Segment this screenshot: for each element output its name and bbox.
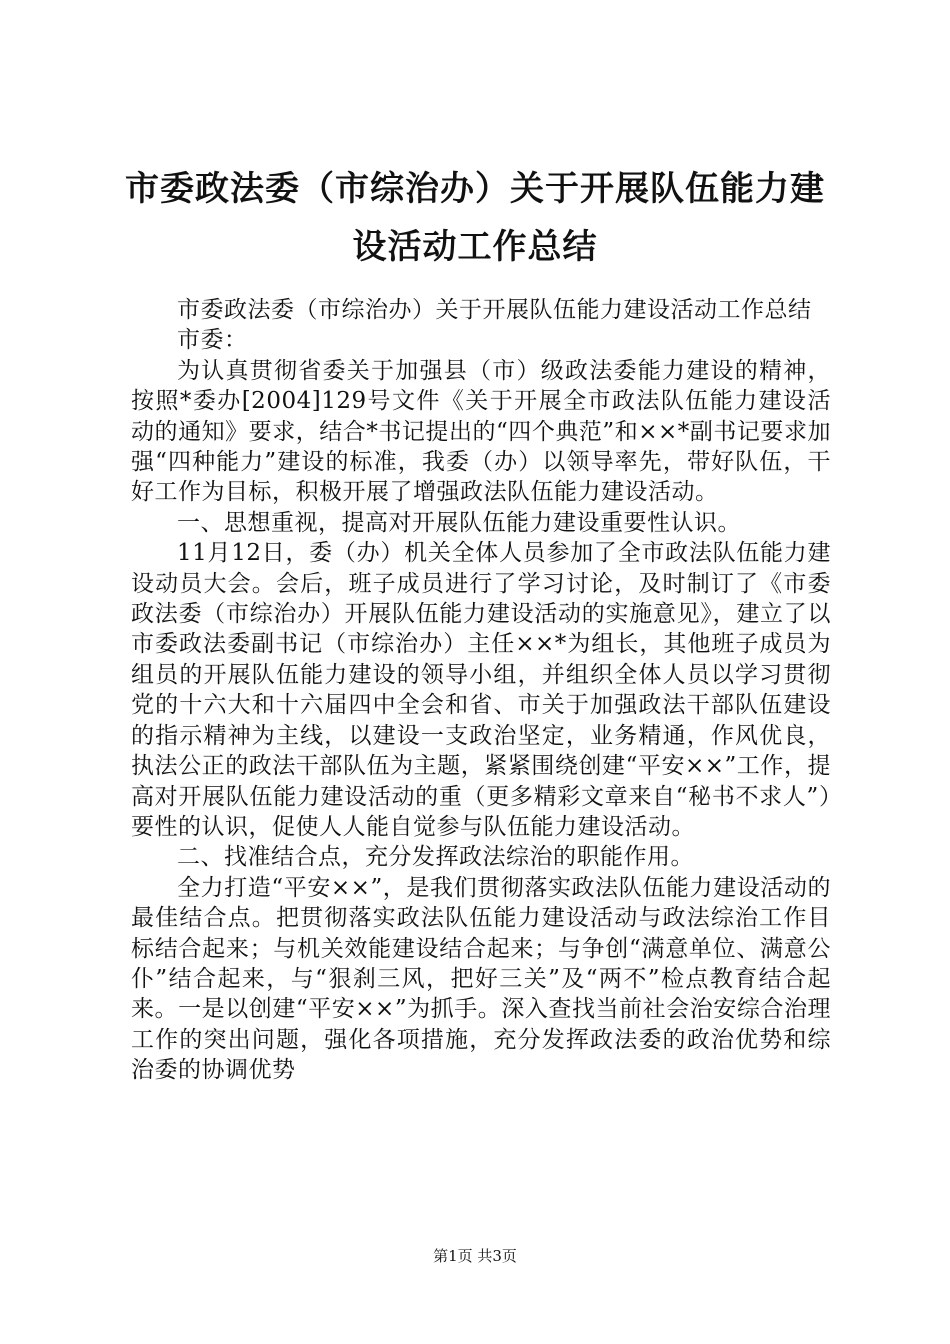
document-title: 市委政法委（市综治办）关于开展队伍能力建设活动工作总结 [125, 169, 825, 267]
section-heading-2: 二、找准结合点，充分发挥政法综治的职能作用。 [177, 844, 694, 871]
paragraph-intro: 为认真贯彻省委关于加强县（市）级政法委能力建设的精神，按照*委办[2004]129号文件《关于开展全市政法队伍能力建设活动的通知》要求，结合*书记提出的“四个典范”和××*副书记要求加强“四种能力”建设的标准，我委（办）以领导率先，带好队伍，干好工作为目标，积极开展了增强政法队伍能力建设活动。 [131, 357, 831, 506]
section-heading-1: 一、思想重视，提高对开展队伍能力建设重要性认识。 [177, 509, 741, 536]
paragraph-heading-repeat: 市委政法委（市综治办）关于开展队伍能力建设活动工作总结 [177, 297, 812, 323]
paragraph-section-2: 全力打造“平安××”，是我们贯彻落实政法队伍能力建设活动的最佳结合点。把贯彻落实政法队伍能力建设活动与政法综治工作目标结合起来；与机关效能建设结合起来；与争创“满意单位、满意公仆”结合起来，与“狠刹三风，把好三关”及“两不”检点教育结合起来。一是以创建“平安××”为抓手。深入查找当前社会治安综合治理工作的突出问题，强化各项措施，充分发挥政法委的政治优势和综治委的协调优势 [131, 874, 831, 1084]
paragraph-salutation: 市委： [177, 327, 248, 354]
document-body [131, 295, 831, 1086]
paragraph-section-1: 11月12日，委（办）机关全体人员参加了全市政法队伍能力建设动员大会。会后，班子成员进行了学习讨论，及时制订了《市委政法委（市综治办）开展队伍能力建设活动的实施意见》，建立了以市委政法委副书记（市综治办）主任××*为组长，其他班子成员为组员的开展队伍能力建设的领导小组，并组织全体人员以学习贯彻党的十六大和十六届四中全会和省、市关于加强政法干部队伍建设的指示精神为主线，以建设一支政治坚定，业务精通，作风优良，执法公正的政法干部队伍为主题，紧紧围绕创建“平安××”工作，提高对开展队伍能力建设活动的重（更多精彩文章来自“秘书不求人”）要性的认识，促使人人能自觉参与队伍能力建设活动。 [131, 540, 831, 840]
page-footer: 第1页 共3页 [433, 1247, 517, 1265]
